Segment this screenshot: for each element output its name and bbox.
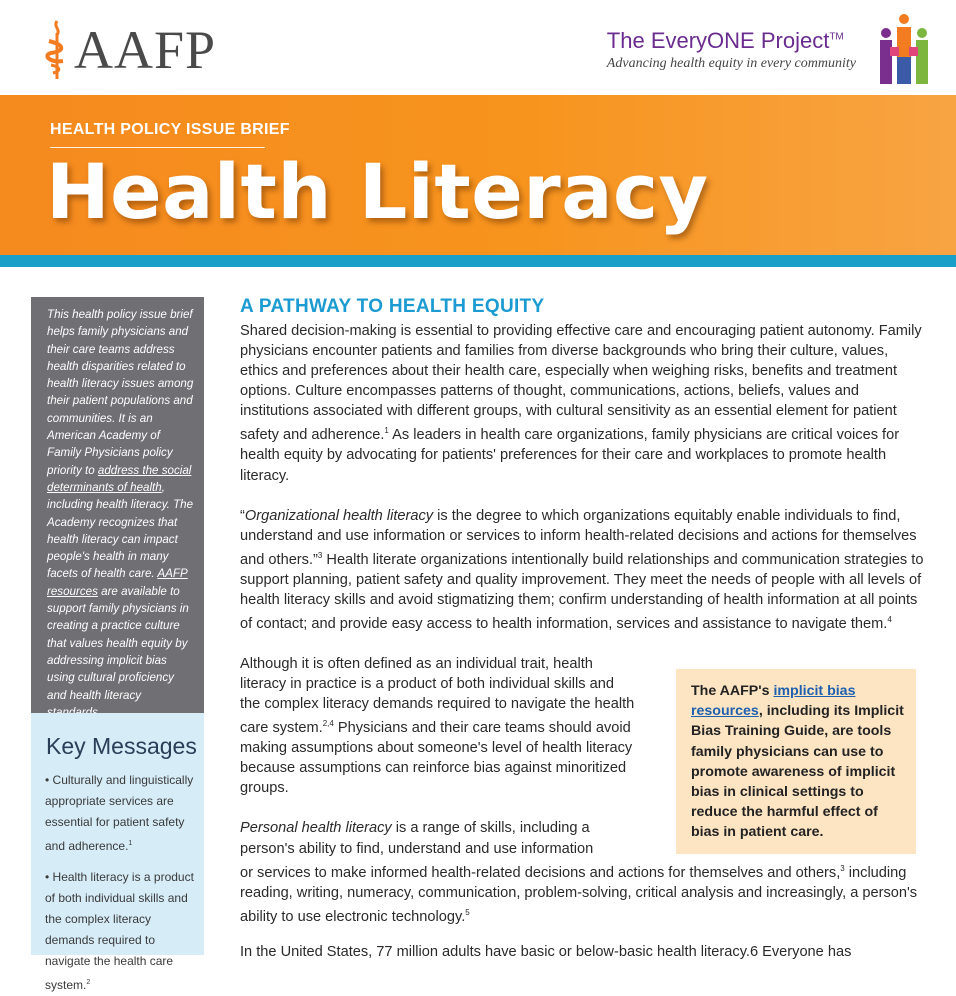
title-banner [0,95,956,255]
blue-stripe [0,255,956,267]
implicit-bias-callout: The AAFP's implicit bias resources, including its Implicit Bias Training Guide, are tools family physicians can use to promote awareness of implicit bias in clinical settings to reduce the harmful effect of bias in patient care. [676,669,916,854]
key-messages-title: Key Messages [46,733,197,759]
sidebar-brief-text: This health policy issue brief helps family physicians and their care teams address health disparities related to health literacy issues among their patient populations and communities. It is an American Academy of Family Physicians policy priority to address the social determinants of health, including health literacy. The Academy recognizes that health literacy can impact people's health in many facets of health care. AAFP resources are available to support family physicians in creating a practice culture that values health equity by addressing implicit bias using cultural proficiency and health literacy [47,308,194,702]
header [0,0,956,95]
section-heading: A PATHWAY TO HEALTH EQUITY [240,296,545,317]
key-messages-box [31,713,204,992]
list-item: • Health literacy is a product of both individual skills and the complex literacy demands required to navigate the health care system.$^2$ [45,870,194,992]
paragraph-individual-trait: Although it is often defined as an individual trait, health literacy in practice is a product of both individual skills and the complex literacy demands required to navigate the health care system.$^{2,4}$ Physicians and their care teams should avoid making assumptions about someone's level of health literacy because assumptions can reinforce bias against minoritized groups. [240,655,635,797]
people-group-icon [878,13,930,87]
sidebar-brief-box [31,297,204,713]
social-determinants-link[interactable]: address the social determinants of health [47,463,192,494]
caduceus-icon [44,19,70,81]
page-title: Health Literacy [46,147,709,236]
cut-off-paragraph: In the United States, 77 million adults have basic or below-basic health literacy.6 Everyone has [240,944,852,960]
key-messages-list [31,770,204,996]
aafp-logo[interactable] [44,18,216,82]
aafp-resources-link[interactable]: AAFP resources [47,567,188,598]
trademark-mark: TM [829,31,844,43]
list-item: • Culturally and linguistically appropriate services are essential for patient safety and adherence.$^1$ [45,773,194,853]
aafp-logo-text: AAFP [74,20,217,80]
banner-kicker: HEALTH POLICY ISSUE BRIEF [50,121,290,138]
paragraph-personal: Personal health literacy is a range of skills, including a person's ability to find, understand and use information or services to make informed health-related decisions and actions for themselves and others,$^3$ including reading, writing, numeracy, communication, problem-solving, critical analysis and increasingly, a person's ability to use electronic technology.$^5$ [240,820,918,925]
everyone-title: The EveryONE Project [606,28,830,53]
paragraph-organizational: “Organizational health literacy is the degree to which organizations equitably enable individuals to find, understand and use information or services to inform health-related decisions and actions for themselves and others.”$^3$ Health literate organizations intentionally build relationships and communication strategies to support planning, patient safety and quality improvement. They meet the needs of people with all levels of health literacy skills and avoid stigmatizing them; confirm understanding of health information at all points of contact; and provide easy access to health information, services and assistance to navigate them.$^4$ [240,507,924,632]
paragraph-shared-decision: Shared decision-making is essential to providing effective care and encouraging patient autonomy. Family physicians encounter patients and families from diverse backgrounds who bring their culture, values, ethics and preferences about their health care, especially when weighing risks, benefits and treatment options. Culture encompasses patterns of thought, communications, actions, beliefs, values and institutions associated with different groups, with cultural sensitivity as an essential element for patient safety and adherence.$^1$ As leaders in health care organizations, family physicians are critical voices for health equity by advocating for patients' preferences for their care and workplaces to promote health literacy. [240,323,922,484]
everyone-project-logo[interactable] [607,10,930,90]
implicit-bias-link[interactable]: implicit bias resources [691,683,856,720]
everyone-tagline: Advancing health equity in every community [606,56,856,71]
